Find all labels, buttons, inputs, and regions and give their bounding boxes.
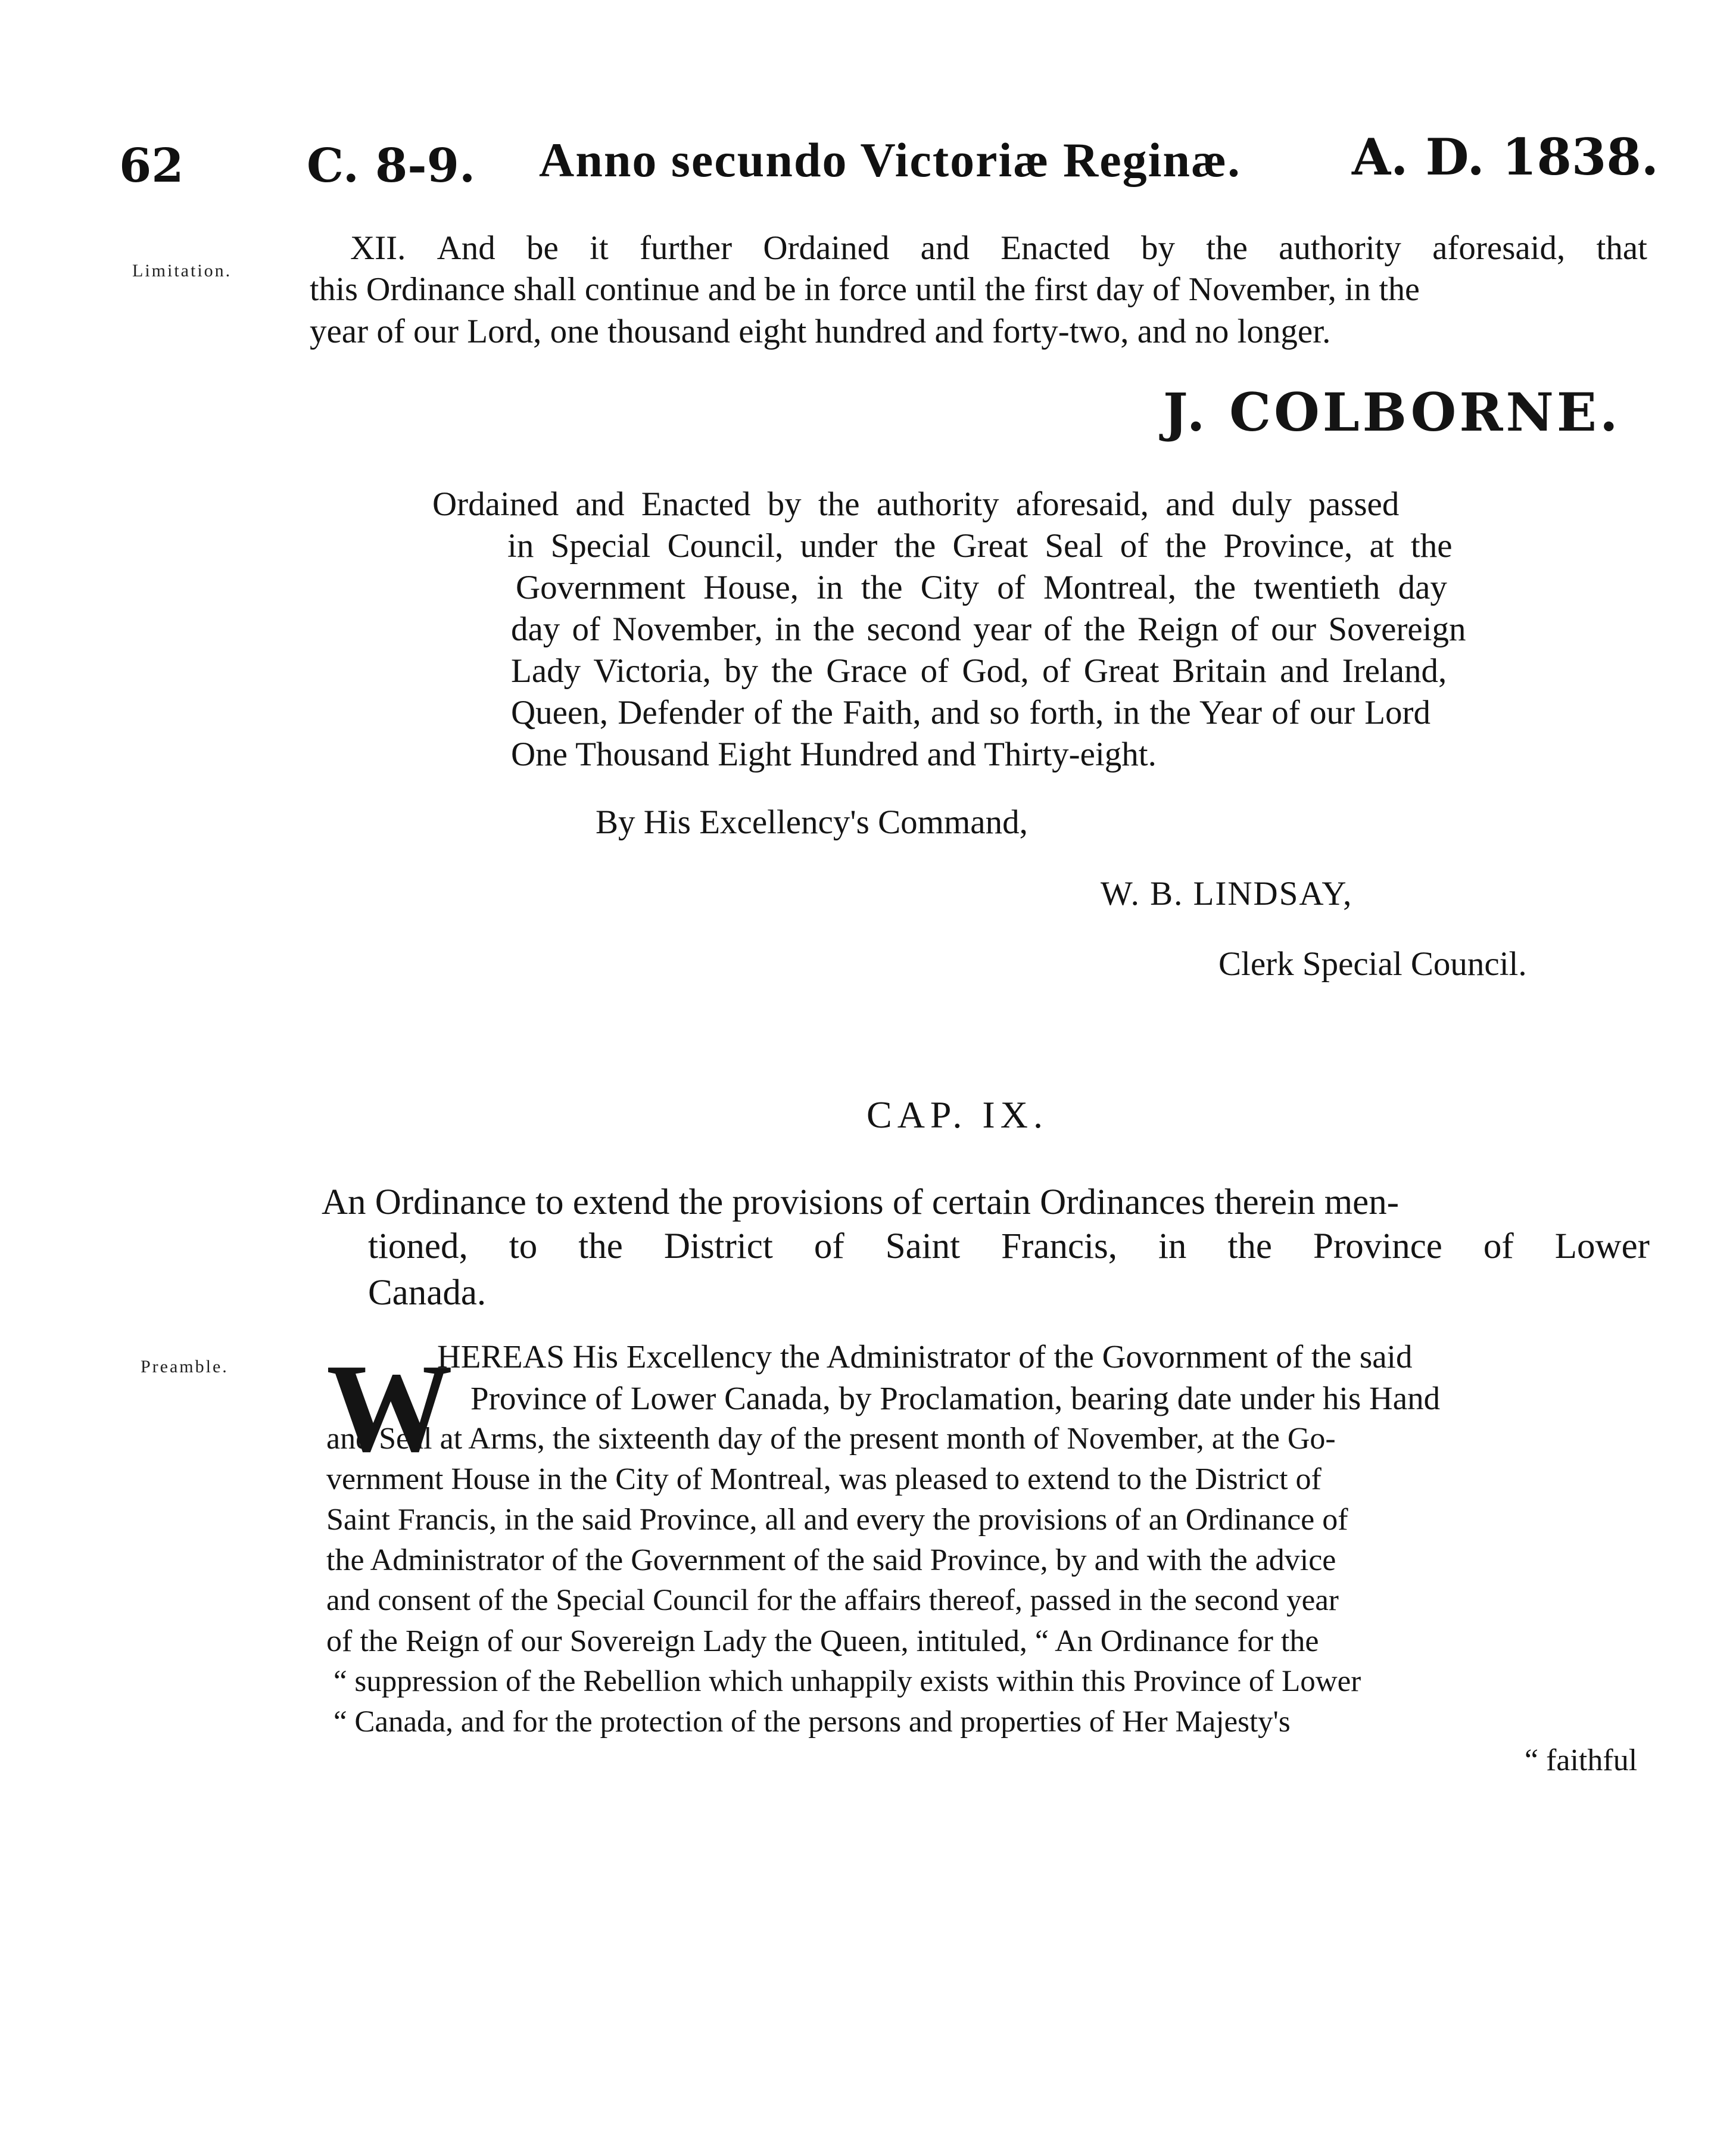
command-line: By His Excellency's Command, <box>596 803 1028 841</box>
enactment-line: in Special Council, under the Great Seal of the Province, at the <box>507 527 1453 565</box>
enactment-line: Government House, in the City of Montreal, the twentieth day <box>516 569 1447 606</box>
margin-note-preamble: Preamble. <box>141 1357 229 1376</box>
enactment-line: Queen, Defender of the Faith, and so forth, in the Year of our Lord <box>511 694 1431 731</box>
section-xii-line: XII. And be it further Ordained and Enacted by the authority aforesaid, that <box>350 229 1647 267</box>
drop-cap: W <box>326 1338 453 1478</box>
preamble-line: Saint Francis, in the said Province, all and every the provisions of an Ordinance of <box>326 1503 1348 1537</box>
preamble-line: the Administrator of the Government of the said Province, by and with the advice <box>326 1543 1336 1577</box>
catchword: “ faithful <box>1525 1743 1638 1777</box>
preamble-line: “ Canada, and for the protection of the persons and properties of Her Majesty's <box>334 1705 1291 1739</box>
page-number: 62 <box>119 139 184 193</box>
cap-heading: CAP. IX. <box>867 1094 1048 1136</box>
chapter-reference: C. 8-9. <box>307 139 476 193</box>
ordinance-title-line: An Ordinance to extend the provisions of certain Ordinances therein men- <box>322 1182 1400 1222</box>
preamble-line: vernment House in the City of Montreal, was pleased to extend to the District of <box>326 1462 1322 1496</box>
preamble-line: HEREAS His Excellency the Administrator of the Govornment of the said <box>437 1338 1413 1375</box>
preamble-line: and Seal at Arms, the sixteenth day of the present month of November, at the Go- <box>326 1422 1336 1456</box>
preamble-line: of the Reign of our Sovereign Lady the Queen, intituled, “ An Ordinance for the <box>326 1624 1319 1658</box>
ordinance-title-line: tioned, to the District of Saint Francis, in the Province of Lower <box>368 1226 1650 1266</box>
year-reference: A. D. 1838. <box>1352 127 1659 186</box>
ordinance-title-line: Canada. <box>368 1273 487 1313</box>
running-title: Anno secundo Victoriæ Reginæ. <box>539 133 1241 187</box>
enactment-line: Lady Victoria, by the Grace of God, of Great Britain and Ireland, <box>511 652 1447 690</box>
enactment-line: Ordained and Enacted by the authority aforesaid, and duly passed <box>432 485 1400 523</box>
section-xii-line: year of our Lord, one thousand eight hundred and forty-two, and no longer. <box>310 313 1331 350</box>
preamble-line: “ suppression of the Rebellion which unhappily exists within this Province of Lower <box>334 1665 1361 1698</box>
clerk-name: W. B. LINDSAY, <box>1101 875 1353 912</box>
preamble-line: and consent of the Special Council for the affairs thereof, passed in the second year <box>326 1584 1339 1617</box>
clerk-title: Clerk Special Council. <box>1218 945 1527 983</box>
governor-signature: J. COLBORNE. <box>1163 381 1621 443</box>
section-xii-line: this Ordinance shall continue and be in force until the first day of November, in the <box>310 271 1420 308</box>
enactment-line: day of November, in the second year of the Reign of our Sovereign <box>511 611 1466 648</box>
enactment-line: One Thousand Eight Hundred and Thirty-eight. <box>511 736 1157 773</box>
preamble-line: Province of Lower Canada, by Proclamation, bearing date under his Hand <box>470 1380 1441 1416</box>
margin-note-limitation: Limitation. <box>132 261 232 281</box>
